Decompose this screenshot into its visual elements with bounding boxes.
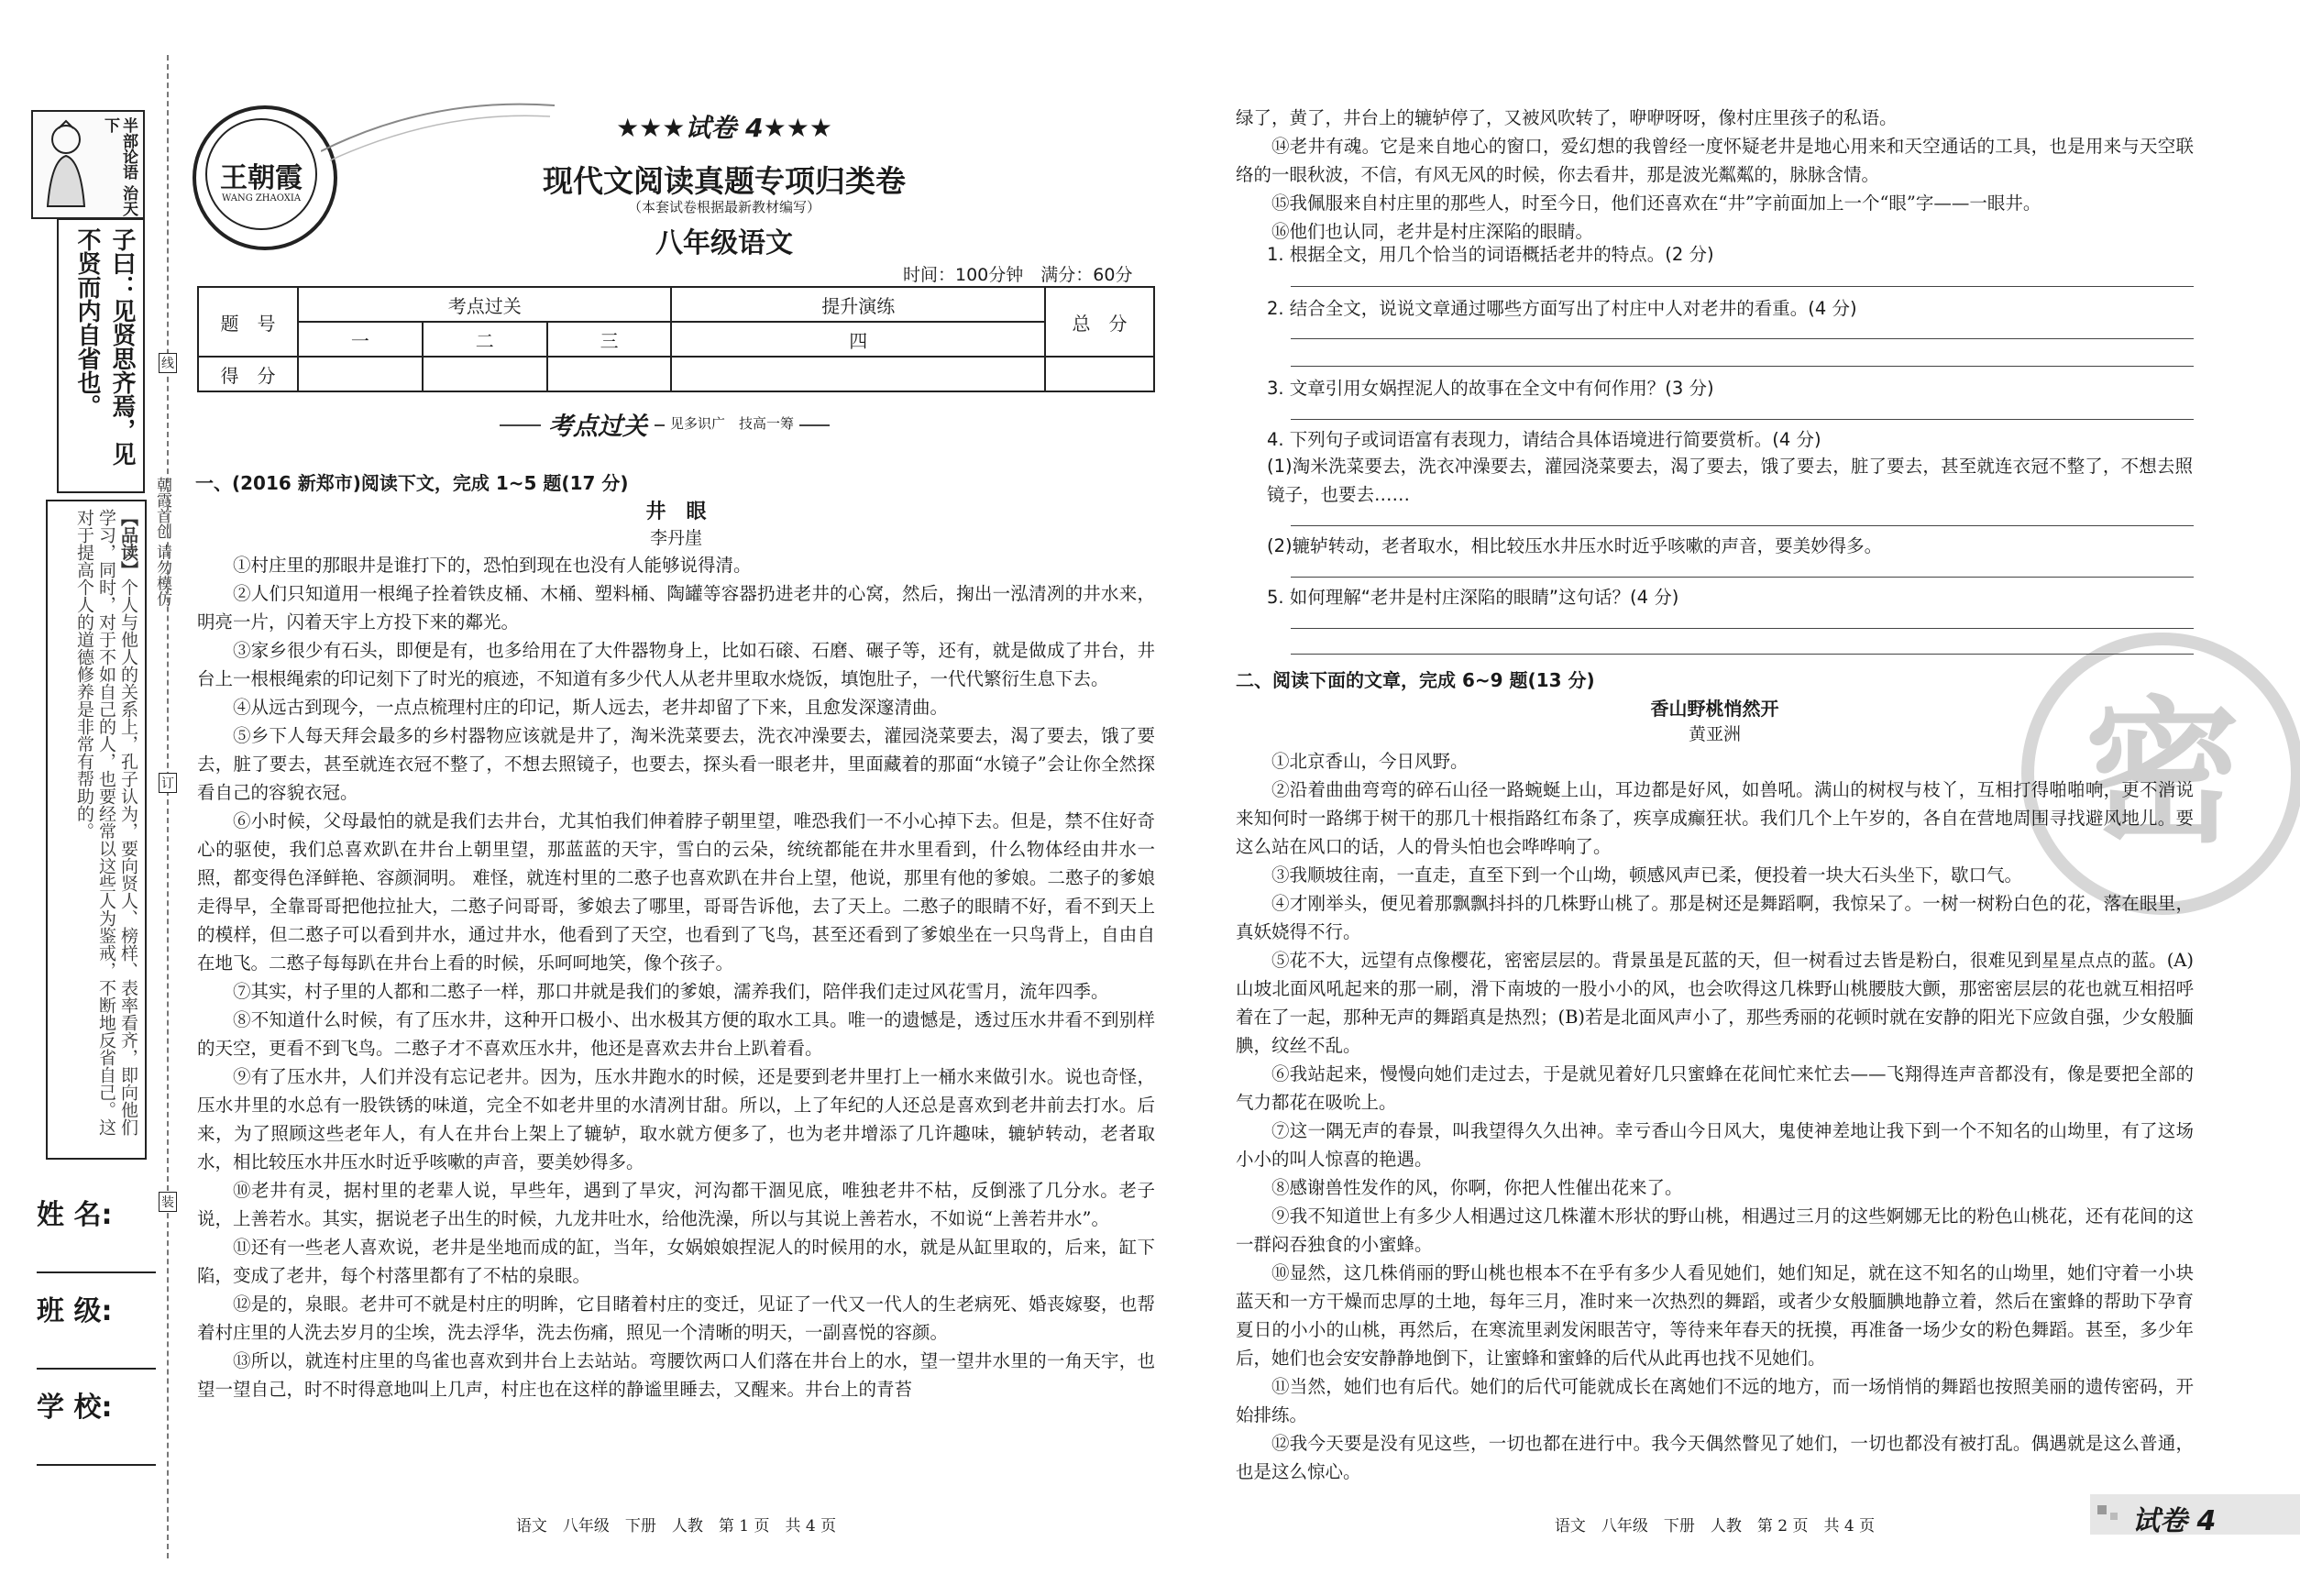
part1-para-10: ⑩老井有灵，据村里的老辈人说，早些年，遇到了旱灾，河沟都干涸见底，唯独老井不枯，反倒涨了几分水。老子说，上善若水。其实，据说老子出生的时候，九龙井吐水，给他洗澡，所以与其说上善若水，不如说“上善若井水”。 [197, 1180, 1155, 1229]
part2-heading: 二、阅读下面的文章，完成 6~9 题(13 分) [1236, 669, 1595, 691]
section-banner-tag: 见多识广 技高一筹 [665, 413, 799, 433]
seal-char-2: 订 [159, 773, 177, 793]
part2-para-1: ①北京香山，今日风野。 [1271, 751, 1469, 772]
part2-body [1236, 747, 2194, 1486]
part2-para-11: ⑪当然，她们也有后代。她们的后代可能就成长在离她们不远的地方，而一场悄悄的舞蹈也按照美丽的遗传密码，开始排练。 [1236, 1376, 2194, 1425]
score-cell-3[interactable] [547, 357, 672, 391]
watermark-stamp-char: 密 [2021, 633, 2300, 915]
footer-page-2: 语文 八年级 下册 人教 第 2 页 共 4 页 [1554, 1517, 1876, 1535]
row-label-score: 得 分 [198, 357, 298, 391]
part1-para-2: ②人们只知道用一根绳子拴着铁皮桶、木桶、塑料桶、陶罐等容器扔进老井的心窝，然后，掬出一泓清冽的井水来，明亮一片，闪着天宇上方投下来的鄰光。 [197, 583, 1155, 633]
question-5: 5. 如何理解“老井是村庄深陷的眼睛”这句话？(4 分) [1267, 587, 1679, 608]
question-4-item-1: (1)淘米洗菜要去，洗衣冲澡要去，灌园浇菜要去，渴了要去，饿了要去，脏了要去，甚至就连衣冠不整了，不想去照镜子，也要去…… [1267, 456, 2193, 505]
name-field[interactable] [37, 1270, 156, 1273]
school-label: 学 校: [37, 1392, 113, 1424]
part2-para-12: ⑫我今天要是没有见这些，一切也都在进行中。我今天偶然瞥见了她们，一切也都没有被打乱。偶遇就是这么普通，也是这么惊心。 [1236, 1433, 2194, 1482]
subject-title: 八年级语文 [655, 227, 793, 259]
paper-note: （本套试卷根据最新教材编写） [627, 199, 820, 215]
name-label: 姓 名: [37, 1199, 113, 1231]
col-num-2: 二 [423, 322, 547, 357]
score-cell-2[interactable] [423, 357, 547, 391]
part1-para-14: ⑭老井有魂。它是来自地心的窗口，爱幻想的我曾经一度怀疑老井是地心用来和天空通话的工具，也是用来与天空联络的一眼秋波，不信，有风无风的时候，你去看井，那是波光粼粼的，脉脉含情。 [1236, 136, 2194, 185]
part2-title: 香山野桃悄然开 [1650, 698, 1779, 720]
part2-para-3: ③我顺坡往南，一直走，直至下到一个山坳，顿感风声已柔，便投着一块大石头坐下，歇口气。 [1271, 864, 2023, 886]
part1-para-5: ⑤乡下人每天拜会最多的乡村器物应该就是井了，淘米洗菜要去，洗衣冲澡要去，灌园浇菜要去，渴了要去，饿了要去，脏了要去，甚至就连衣冠不整了，不想去照镜子，也要去，探头看一眼老井，里面藏着的那面“水镜子”会让你全然探看自己的容貌衣冠。 [197, 725, 1155, 803]
pindu-label: 【品读】 [118, 509, 138, 578]
footer-page-1: 语文 八年级 下册 人教 第 1 页 共 4 页 [515, 1517, 837, 1535]
part1-para-6: ⑥小时候，父母最怕的就是我们去井台，尤其怕我们伸着脖子朝里望，唯恐我们一不小心掉下去。但是，禁不住好奇心的驱使，我们总喜欢趴在井台上朝里望，那蓝蓝的天宇，雪白的云朵，统统都能在井水里看到，什么物体经由井水一照，都变得色泽鲜艳、容颜洞明。 难怪，就连村里的二憨子也喜欢趴在井台上望，他说，那里有他的爹娘。二憨子的爹娘走得早，全靠哥哥把他拉扯大，二憨子问哥哥，爹娘去了哪里，哥哥告诉他，去了天上。二憨子的眼睛不好，看不到天上的模样，但二憨子可以看到井水，通过井水，他看到了天空，也看到了飞鸟，甚至还看到了爹娘坐在一只鸟背上，自由自在地飞。二憨子每每趴在井台上看的时候，乐呵呵地笑，像个孩子。 [197, 810, 1155, 974]
part2-author: 黄亚洲 [1688, 724, 1741, 744]
part1-para-15: ⑮我佩服来自村庄里的那些人，时至今日，他们还喜欢在“井”字前面加上一个“眼”字——一眼井。 [1271, 193, 2041, 214]
part2-para-4: ④才刚举头，便见着那飘飘抖抖的几株野山桃了。那是树还是舞蹈啊，我惊呆了。一树一树粉白色的花，落在眼里，真妖娆得不行。 [1236, 893, 2194, 942]
part1-para-16: ⑯他们也认同，老井是村庄深陷的眼睛。 [1271, 221, 1594, 242]
answer-line-1[interactable] [1291, 285, 2194, 287]
answer-line-5a[interactable] [1291, 627, 2194, 629]
corner-tag [2090, 1494, 2300, 1535]
part1-body [197, 551, 1155, 1403]
class-label: 班 级: [37, 1295, 113, 1327]
side-brand-note: 朝霞首创 请勿模仿 [153, 477, 171, 607]
section-banner [500, 406, 830, 439]
part2-para-2: ②沿着曲曲弯弯的碎石山径一路蜿蜒上山，耳边都是好风，如兽吼。满山的树杈与枝丫，互相打得啪啪响，更不消说来知何时一路绑于树干的那几十根指路红布条了，疾享成癫狂状。我们几个上午岁的，各自在营地周围寻找避风地儿。要这么站在风口的话，人的骨头怕也会哗哗响了。 [1236, 779, 2194, 857]
score-cell-1[interactable] [298, 357, 423, 391]
brand-name: 王朝霞 [220, 162, 303, 194]
part1-heading: 一、(2016 新郑市)阅读下文，完成 1~5 题(17 分) [195, 472, 629, 494]
part2-para-8: ⑧感谢兽性发作的风，你啊，你把人性催出花来了。 [1271, 1177, 1683, 1198]
part1-para-13: ⑬所以，就连村庄里的鸟雀也喜欢到井台上去站站。弯腰饮两口人们落在井台上的水，望一望井水里的一角天宇，也望一望自己，时不时得意地叫上几声，村庄也在这样的静谧里睡去，又醒来。井台上的青苔 [197, 1350, 1155, 1400]
seal-char-1: 线 [159, 353, 177, 373]
answer-line-4a[interactable] [1291, 524, 2194, 526]
part1-para-9: ⑨有了压水井，人们并没有忘记老井。因为，压水井跑水的时候，还是要到老井里打上一桶水来做引水。说也奇怪，压水井里的水总有一股铁锈的味道，完全不如老井里的水清冽甘甜。所以，上了年纪的人还总是喜欢到老井前去打水。后来，为了照顾这些老年人，有人在井台上架上了辘轳，取水就方便多了，也为老井增添了几许趣味，辘轳转动，老者取水，相比较压水井压水时近乎咳嗽的声音，要美妙得多。 [197, 1066, 1155, 1172]
question-1: 1. 根据全文，用几个恰当的词语概括老井的特点。(2 分) [1267, 244, 1714, 265]
badge-line-2: 治天下 [101, 117, 138, 216]
part2-para-7: ⑦这一隅无声的春景，叫我望得久久出神。幸亏香山今日风大，鬼使神差地让我下到一个不知名的山坳里，有了这场小小的叫人惊喜的艳遇。 [1236, 1120, 2194, 1170]
score-cell-total[interactable] [1045, 357, 1154, 391]
part1-para-4: ④从远古到现今，一点点梳理村庄的印记，斯人远去，老井却留了下来，且愈发深邃清曲。 [233, 697, 949, 718]
col-group-1: 考点过关 [298, 287, 671, 322]
paper-number: ★★★试卷 4★★★ [616, 113, 832, 143]
part1-para-8: ⑧不知道什么时候，有了压水井，这种开口极小、出水极其方便的取水工具。唯一的遗憾是，透过压水井看不到别样的天空，更看不到飞鸟。二憨子才不喜欢压水井，他还是喜欢去井台上趴着看。 [197, 1009, 1155, 1059]
pindu-box [46, 500, 147, 1160]
part2-para-10: ⑩显然，这几株俏丽的野山桃也根本不在乎有多少人看见她们，她们知足，就在这不知名的山坳里，她们守着一小块蓝天和一方干燥而忠厚的土地，每年三月，准时来一次热烈的舞蹈，或者少女般腼腆地静立着，然后在蜜蜂的帮助下孕育夏日的小小的山桃，再然后，在寒流里剥发闲眼苦守，等待来年春天的抚摸，再准备一场少女的粉色舞蹈。甚至，多少年后，她们也会安安静静地倒下，让蜜蜂和蜜蜂的后代从此再也找不见她们。 [1236, 1262, 2194, 1369]
paper-title: 现代文阅读真题专项归类卷 [543, 163, 906, 199]
question-2: 2. 结合全文，说说文章通过哪些方面写出了村庄中人对老井的看重。(4 分) [1267, 298, 1857, 319]
question-4: 4. 下列句子或词语富有表现力，请结合具体语境进行简要赏析。(4 分) [1267, 429, 1821, 450]
col-group-2: 提升演练 [671, 287, 1045, 322]
confucius-figure-icon [39, 119, 94, 211]
part1-continued [1236, 104, 2194, 246]
answer-line-3[interactable] [1291, 418, 2194, 420]
binding-line [167, 55, 169, 1558]
part1-para-3: ③家乡很少有石头，即便是有，也多给用在了大件器物身上，比如石磙、石磨、碾子等，还有，就是做成了井台，井台上一根根绳索的印记刻下了时光的痕迹，不知道有多少代人从老井里取水烧饭，填饱肚子，一代代繁衍生息下去。 [197, 640, 1155, 689]
answer-line-4b[interactable] [1291, 576, 2194, 578]
corner-tag-text: 试卷 4 [2132, 1505, 2217, 1537]
school-field[interactable] [37, 1462, 156, 1466]
seal-char-3: 装 [159, 1192, 177, 1212]
score-table [197, 286, 1155, 392]
row-label-question: 题 号 [198, 287, 298, 357]
pindu-text: 个人与他人的关系上，孔子认为，要向贤人、榜样、表率看齐，即向他们学习，同时，对于不如自己的人，也要经常以这些人为鉴戒，不断地反省自己。这对于提高个人的道德修养是非常有帮助的。 [74, 509, 138, 1136]
class-field[interactable] [37, 1366, 156, 1370]
answer-line-5b[interactable] [1291, 653, 2194, 655]
question-3: 3. 文章引用女娲捏泥人的故事在全文中有何作用？(3 分) [1267, 378, 1714, 399]
part1-para-7: ⑦其实，村子里的人都和二憨子一样，那口井就是我们的爹娘，濡养我们，陪伴我们走过风花雪月，流年四季。 [233, 981, 1109, 1002]
part1-para-11: ⑪还有一些老人喜欢说，老井是坐地而成的缸，当年，女娲娘娘捏泥人的时候用的水，就是从缸里取的，后来，缸下陷，变成了老井，每个村落里都有了不枯的泉眼。 [197, 1237, 1155, 1286]
part1-cont-line: 绿了，黄了，井台上的辘轳停了，又被风吹转了，咿咿呀呀，像村庄里孩子的私语。 [1236, 107, 1898, 128]
part1-author: 李丹崖 [649, 528, 702, 548]
confucius-saying: 子曰：见贤思齐焉，见不贤而内自省也。 [57, 218, 145, 493]
answer-line-2b[interactable] [1291, 365, 2194, 367]
badge-line-1: 半部论语 [119, 117, 138, 180]
section-banner-title: 考点过关 [541, 406, 655, 442]
brand-en: WANG ZHAOXIA [221, 193, 302, 204]
part1-para-1: ①村庄里的那眼井是谁打下的，恐怕到现在也没有人能够说得清。 [233, 555, 752, 576]
corner-square-icon [2097, 1505, 2107, 1514]
time-score: 时间：100分钟 满分：60分 [903, 265, 1133, 285]
part1-title: 井 眼 [645, 501, 707, 523]
answer-line-2a[interactable] [1291, 337, 2194, 339]
col-num-3: 三 [547, 322, 672, 357]
brand-logo [193, 105, 337, 250]
question-4-item-2: (2)辘轳转动，老者取水，相比较压水井压水时近乎咳嗽的声音，要美妙得多。 [1267, 535, 1883, 556]
quote-badge [31, 110, 145, 219]
part1-para-12: ⑫是的，泉眼。老井可不就是村庄的明眸，它目睹着村庄的变迁，见证了一代又一代人的生老病死、婚丧嫁娶，也帮着村庄里的人洗去岁月的尘埃，洗去浮华，洗去伤痛，照见一个清晰的明天，一副喜悦的容颜。 [197, 1293, 1155, 1343]
part2-para-6: ⑥我站起来，慢慢向她们走过去，于是就见着好几只蜜蜂在花间忙来忙去——飞翔得连声音都没有，像是要把全部的气力都花在吸吮上。 [1236, 1063, 2194, 1113]
score-cell-4[interactable] [671, 357, 1045, 391]
corner-square-icon-2 [2110, 1513, 2118, 1520]
col-num-1: 一 [298, 322, 423, 357]
col-total: 总 分 [1045, 287, 1154, 357]
part2-para-5: ⑤花不大，远望有点像樱花，密密层层的。背景虽是瓦蓝的天，但一树看过去皆是粉白，很难见到星星点点的蓝。(A)山坡北面风吼起来的那一刷，滑下南坡的一股小小的风，也会吹得这几株野山桃腰肢大颤，那密密层层的花也就互相招呼着在了一起，那种无声的舞蹈真是热烈；(B)若是北面风声小了，那些秀丽的花顿时就在安静的阳光下应敛自强，少女般腼腆，纹丝不乱。 [1236, 950, 2194, 1056]
part2-para-9: ⑨我不知道世上有多少人相遇过这几株灌木形状的野山桃，相遇过三月的这些婀娜无比的粉色山桃花，还有花间的这一群闷吞独食的小蜜蜂。 [1236, 1205, 2194, 1255]
col-num-4: 四 [671, 322, 1045, 357]
